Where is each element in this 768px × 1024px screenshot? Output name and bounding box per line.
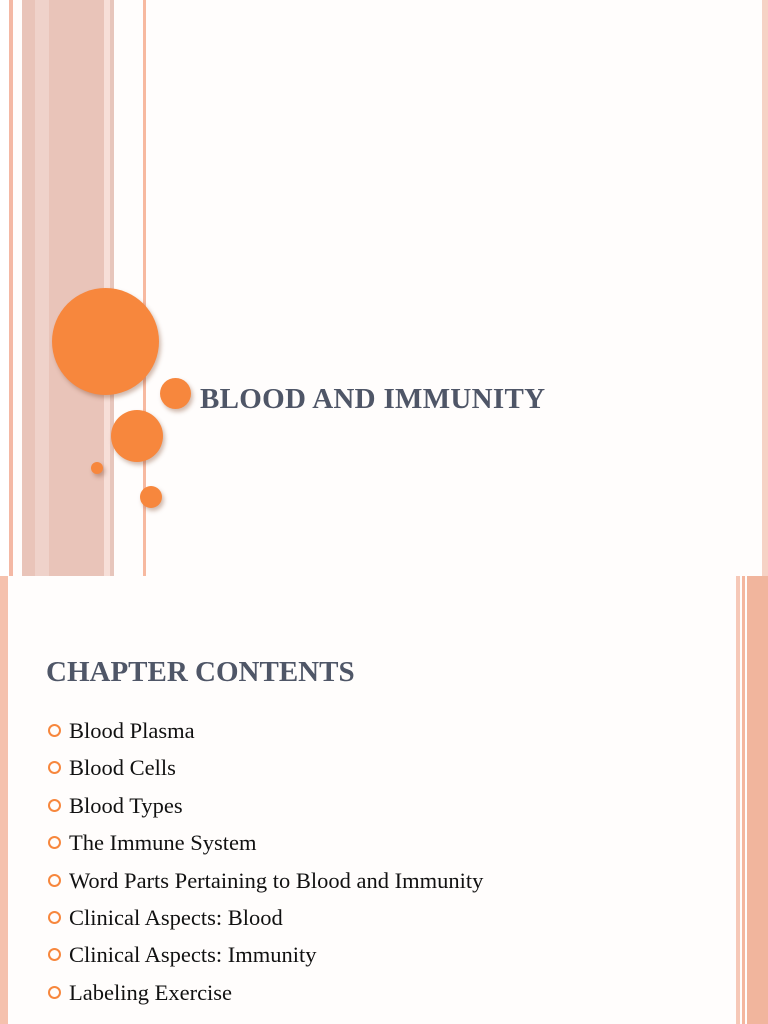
list-item: Blood Cells (46, 753, 483, 790)
small-circle-icon (140, 486, 162, 508)
decorative-stripe (0, 0, 9, 576)
decorative-stripe (762, 0, 768, 576)
contents-slide (0, 576, 768, 1024)
contents-list (46, 716, 483, 1015)
list-item: The Immune System (46, 828, 483, 865)
list-item: Clinical Aspects: Blood (46, 903, 483, 940)
decorative-stripe (742, 576, 745, 1024)
bullet-icon (48, 986, 61, 999)
decorative-stripe (9, 0, 13, 576)
decorative-stripe (747, 576, 768, 1024)
bullet-icon (48, 724, 61, 737)
bullet-icon (48, 948, 61, 961)
list-item: Blood Plasma (46, 716, 483, 753)
decorative-stripe (0, 576, 8, 1024)
decorative-stripe (736, 576, 740, 1024)
bullet-icon (48, 911, 61, 924)
slide-title: BLOOD AND IMMUNITY (200, 383, 546, 415)
large-circle-icon (52, 288, 159, 395)
tiny-circle-icon (91, 462, 103, 474)
medium-circle-icon (111, 410, 163, 462)
list-item: Word Parts Pertaining to Blood and Immunity (46, 866, 483, 903)
bullet-icon (48, 799, 61, 812)
small-circle-icon (160, 378, 191, 409)
decorative-stripe (35, 0, 49, 576)
chapter-contents-heading: CHAPTER CONTENTS (46, 656, 355, 688)
bullet-icon (48, 761, 61, 774)
list-item: Labeling Exercise (46, 978, 483, 1015)
list-item: Clinical Aspects: Immunity (46, 940, 483, 977)
bullet-icon (48, 874, 61, 887)
list-item: Blood Types (46, 791, 483, 828)
bullet-icon (48, 836, 61, 849)
